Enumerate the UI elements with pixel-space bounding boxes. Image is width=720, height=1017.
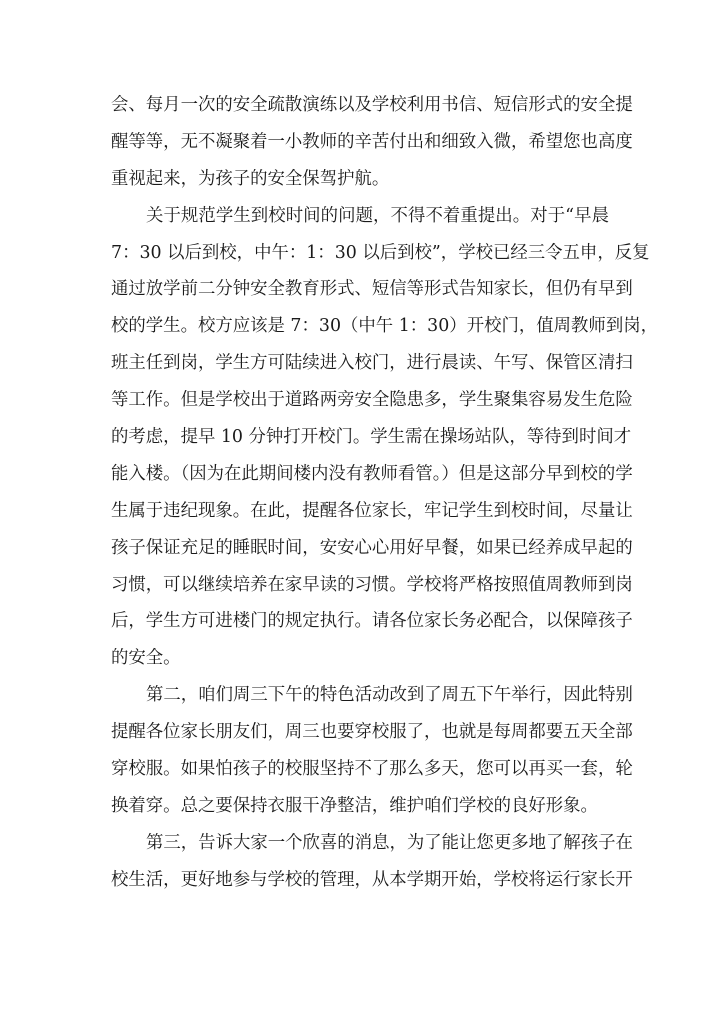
- text-line: 7：30 以后到校，中午：1：30 以后到校”，学校已经三令五申，反复: [111, 242, 650, 263]
- text-line: 会、每月一次的安全疏散演练以及学校利用书信、短信形式的安全提: [111, 95, 633, 115]
- text-line: 提醒各位家长朋友们，周三也要穿校服了，也就是每周都要五天全部: [111, 722, 633, 743]
- text-line: 习惯，可以继续培养在家早读的习惯。学校将严格按照值周教师到岗: [111, 574, 633, 595]
- paragraph: [111, 198, 658, 678]
- text-line: 班主任到岗，学生方可陆续进入校门，进行晨读、午写、保管区清扫: [111, 353, 633, 374]
- text-line: 醒等等，无不凝聚着一小教师的辛苦付出和细致入微，希望您也高度: [111, 131, 633, 152]
- document-body: [111, 87, 658, 899]
- paragraph: [111, 87, 633, 198]
- text-line: 换着穿。总之要保持衣服干净整洁，维护咱们学校的良好形象。: [111, 795, 598, 816]
- text-line: 通过放学前二分钟安全教育形式、短信等形式告知家长，但仍有早到: [111, 279, 633, 300]
- text-line: 重视起来，为孩子的安全保驾护航。: [111, 168, 390, 189]
- text-line: 孩子保证充足的睡眠时间，安安心心用好早餐，如果已经养成早起的: [111, 537, 633, 558]
- text-line: 校的学生。校方应该是 7：30（中午 1：30）开校门，值周教师到岗，: [111, 316, 658, 337]
- text-line: 的考虑，提早 10 分钟打开校门。学生需在操场站队，等待到时间才: [111, 427, 632, 448]
- text-line: 穿校服。如果怕孩子的校服坚持不了那么多天，您可以再买一套，轮: [111, 759, 633, 780]
- text-line: 第三，告诉大家一个欣喜的消息，为了能让您更多地了解孩子在: [146, 832, 633, 853]
- text-line: 能入楼。（因为在此期间楼内没有教师看管。）但是这部分早到校的学: [111, 463, 633, 484]
- text-line: 等工作。但是学校出于道路两旁安全隐患多，学生聚集容易发生危险: [111, 390, 633, 411]
- text-line: 校生活，更好地参与学校的管理，从本学期开始，学校将运行家长开: [111, 869, 633, 890]
- text-line: 的安全。: [111, 648, 181, 669]
- text-line: 后，学生方可进楼门的规定执行。请各位家长务必配合，以保障孩子: [111, 611, 633, 632]
- text-line: 第二，咱们周三下午的特色活动改到了周五下午举行，因此特别: [146, 685, 633, 706]
- text-line: 关于规范学生到校时间的问题，不得不着重提出。对于“早晨: [146, 205, 609, 226]
- paragraph: [111, 825, 633, 899]
- text-line: 生属于违纪现象。在此，提醒各位家长，牢记学生到校时间，尽量让: [111, 500, 633, 521]
- paragraph: [111, 677, 633, 825]
